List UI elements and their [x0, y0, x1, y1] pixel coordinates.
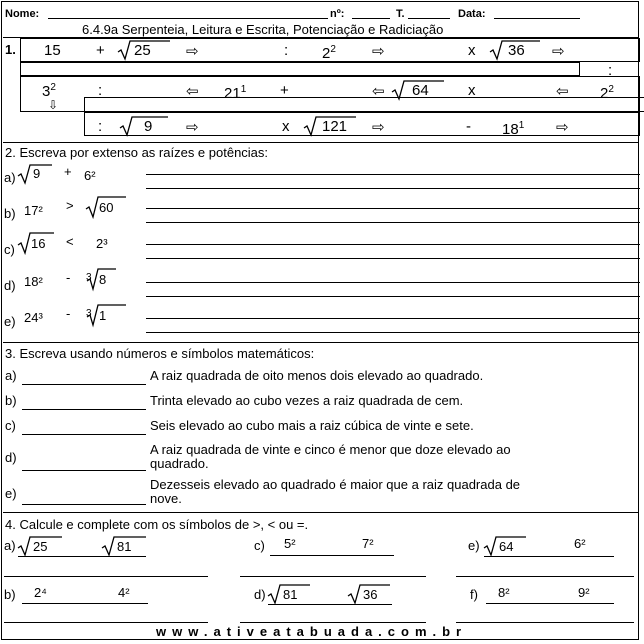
power-17-2: 17²: [24, 203, 43, 218]
answer-line[interactable]: [18, 556, 146, 557]
sqrt-9: [120, 116, 168, 136]
sqrt-60-value: 60: [99, 200, 114, 215]
power-3-2: $3^2$: [42, 82, 56, 100]
sqrt-64-value: 64: [412, 82, 429, 99]
item-e-label: e): [468, 538, 480, 553]
power-8-2: 8²: [498, 585, 510, 600]
answer-line[interactable]: [4, 576, 208, 577]
sqrt-121-value: 121: [322, 118, 348, 135]
answer-line[interactable]: [146, 332, 640, 333]
item-b-label: b): [4, 587, 16, 602]
item-e-label: e): [4, 314, 16, 329]
sqrt-9: [18, 164, 52, 184]
plus-sign: +: [96, 42, 105, 59]
answer-line[interactable]: [146, 222, 640, 223]
power-21-1: $21^1$: [224, 84, 247, 102]
name-field[interactable]: [48, 18, 328, 19]
sqrt-9-value: 9: [144, 118, 153, 135]
sqrt-16: [18, 232, 54, 254]
answer-line[interactable]: [240, 622, 426, 623]
divider: [3, 342, 639, 343]
sqrt-121: [304, 116, 356, 136]
answer-line[interactable]: [146, 244, 640, 245]
item-c-label: c): [4, 242, 15, 257]
answer-line[interactable]: [486, 603, 614, 604]
answer-line[interactable]: [146, 188, 640, 189]
sqrt-36-value: 36: [508, 42, 525, 59]
answer-line[interactable]: [456, 622, 634, 623]
sqrt-64-value: 64: [499, 539, 514, 554]
minus-sign: -: [66, 306, 71, 321]
class-field[interactable]: [408, 18, 450, 19]
answer-line[interactable]: [146, 282, 640, 283]
sqrt-60: [86, 196, 126, 218]
colon-sign: :: [98, 82, 103, 99]
dots-down: :: [608, 62, 613, 79]
item-d-label: d): [4, 278, 16, 293]
sqrt-81: [268, 584, 310, 604]
sqrt-36-value: 36: [363, 587, 378, 602]
answer-line[interactable]: [22, 409, 146, 410]
arrow-right-icon: ⇨: [552, 43, 565, 60]
sqrt-81-value: 81: [283, 587, 298, 602]
power-9-2: 9²: [578, 585, 590, 600]
name-label: Nome:: [5, 8, 40, 20]
item-d-label: d): [254, 587, 266, 602]
item-a-label: a): [5, 368, 17, 383]
cube-root-index: 3: [86, 308, 92, 319]
item-a-text: A raiz quadrada de oito menos dois elevado ao quadrado.: [150, 368, 484, 383]
power-4-2: 4²: [118, 585, 130, 600]
power-2-4: 2⁴: [34, 585, 47, 600]
date-field[interactable]: [494, 18, 580, 19]
answer-line[interactable]: [22, 504, 146, 505]
answer-line[interactable]: [146, 318, 640, 319]
sqrt-16-value: 16: [31, 236, 46, 251]
arrow-right-icon: ⇨: [186, 43, 199, 60]
times-sign: x: [468, 82, 476, 99]
item-b-text: Trinta elevado ao cubo vezes a raiz quadrada de cem.: [150, 393, 464, 408]
answer-line[interactable]: [146, 208, 640, 209]
number-label: nº:: [330, 8, 345, 20]
item-c-label: c): [254, 538, 265, 553]
page-title: 6.4.9a Serpenteia, Leitura e Escrita, Potenciação e Radiciação: [82, 22, 444, 37]
cube-root-index: 3: [86, 272, 92, 283]
item-d-label: d): [5, 450, 17, 465]
answer-line[interactable]: [270, 555, 394, 556]
answer-line[interactable]: [484, 556, 614, 557]
number-field[interactable]: [352, 18, 390, 19]
sqrt-81-value: 81: [117, 539, 132, 554]
class-label: T.: [396, 8, 405, 20]
date-label: Data:: [458, 8, 486, 20]
power-2-2: $2^2$: [600, 84, 614, 102]
item-d-text-1: A raiz quadrada de vinte e cinco é menor que doze elevado ao: [150, 442, 511, 457]
answer-line[interactable]: [22, 434, 146, 435]
power-18-2: 18²: [24, 274, 43, 289]
cube-root-8-value: 8: [99, 272, 107, 287]
item-c-text: Seis elevado ao cubo mais a raiz cúbica de vinte e sete.: [150, 418, 474, 433]
item-d-text-2: quadrado.: [150, 456, 209, 471]
footer-url[interactable]: www.ativeatabuada.com.br: [156, 624, 468, 639]
answer-line[interactable]: [4, 622, 208, 623]
sqrt-36: [490, 40, 540, 60]
answer-line[interactable]: [146, 258, 640, 259]
minus-sign: -: [466, 118, 471, 135]
answer-line[interactable]: [456, 576, 634, 577]
sqrt-25: [18, 536, 62, 556]
arrow-left-icon: ⇦: [372, 83, 385, 100]
sqrt-81: [102, 536, 146, 556]
item-c-label: c): [5, 418, 16, 433]
value-15: 15: [44, 42, 61, 59]
answer-line[interactable]: [146, 296, 640, 297]
plus-sign: +: [280, 82, 289, 99]
arrow-right-icon: ⇨: [372, 43, 385, 60]
plus-sign: +: [64, 164, 72, 179]
arrow-left-icon: ⇦: [186, 83, 199, 100]
power-2-2: $2^2$: [322, 44, 336, 62]
item-b-label: b): [5, 393, 17, 408]
sqrt-25-value: 25: [134, 42, 151, 59]
times-sign: x: [468, 42, 476, 59]
sqrt-64: [392, 80, 444, 100]
item-a-label: a): [4, 170, 16, 185]
section-3-title: 3. Escreva usando números e símbolos matemáticos:: [5, 346, 315, 361]
power-2-3: 2³: [96, 236, 108, 251]
divider: [3, 142, 639, 143]
answer-line[interactable]: [22, 603, 148, 604]
less-than-sign: <: [66, 234, 74, 249]
item-a-label: a): [4, 538, 16, 553]
sqrt-64: [484, 536, 526, 556]
answer-line[interactable]: [22, 470, 146, 471]
power-6-2: 6²: [574, 536, 586, 551]
serpent-connector-1: [20, 62, 580, 76]
sqrt-9-value: 9: [33, 166, 41, 181]
arrow-right-icon: ⇨: [186, 119, 199, 136]
section-1-number: 1.: [5, 42, 16, 57]
cube-root-8: [86, 268, 116, 290]
colon-sign: :: [98, 118, 103, 135]
answer-line[interactable]: [146, 174, 640, 175]
sqrt-25-value: 25: [33, 539, 48, 554]
arrow-down-icon: ⇩: [48, 98, 59, 112]
times-sign: x: [282, 118, 290, 135]
item-e-text-1: Dezesseis elevado ao quadrado é maior que a raiz quadrada de: [150, 477, 521, 492]
power-24-3: 24³: [24, 310, 43, 325]
answer-line[interactable]: [22, 384, 146, 385]
item-f-label: f): [470, 587, 478, 602]
colon-sign: :: [284, 42, 289, 59]
sqrt-25: [118, 40, 170, 60]
arrow-right-icon: ⇨: [556, 119, 569, 136]
power-7-2: 7²: [362, 536, 374, 551]
power-6-2: 6²: [84, 168, 96, 183]
divider: [3, 512, 639, 513]
answer-line[interactable]: [268, 604, 392, 605]
power-18-1: $18^1$: [502, 120, 525, 138]
power-5-2: 5²: [284, 536, 296, 551]
item-e-text-2: nove.: [150, 491, 182, 506]
section-2-title: 2. Escreva por extenso as raízes e potências:: [5, 145, 269, 160]
greater-than-sign: >: [66, 198, 74, 213]
minus-sign: -: [66, 270, 71, 285]
item-e-label: e): [5, 486, 17, 501]
section-4-title: 4. Calcule e complete com os símbolos de >, < ou =.: [5, 517, 309, 532]
item-b-label: b): [4, 206, 16, 221]
arrow-right-icon: ⇨: [372, 119, 385, 136]
sqrt-36: [348, 584, 390, 604]
cube-root-1-value: 1: [99, 308, 107, 323]
cube-root-1: [86, 304, 126, 326]
answer-line[interactable]: [240, 576, 426, 577]
arrow-left-icon: ⇦: [556, 83, 569, 100]
